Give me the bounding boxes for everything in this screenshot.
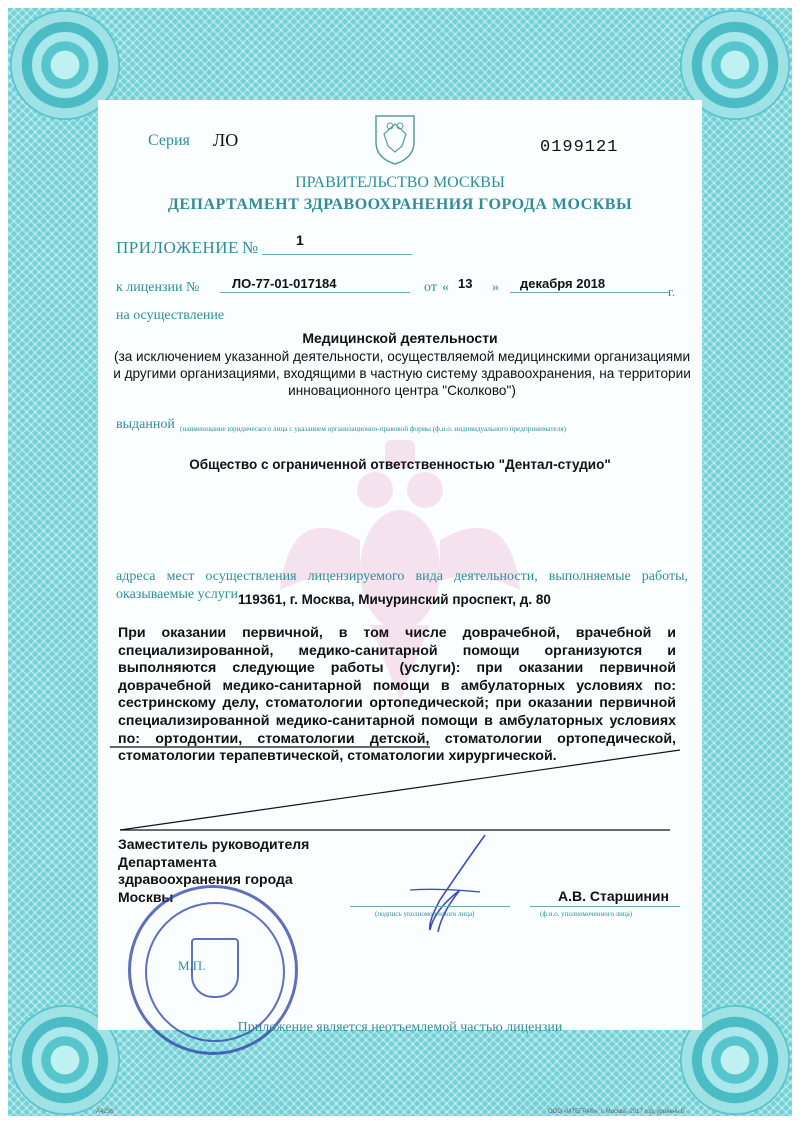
seal-emblem-icon [191, 938, 239, 998]
services-text: При оказании первичной, в том числе доврачебной, врачебной и специализированной, медико-санитарной помощи организуются и выполняются следующие работы (услуги): при оказании первичной доврачебной медико-санитарной помощи в амбулаторных условиях по: сестринскому делу, стоматологии ортопедической; при оказании первичной специализированной медико-санитарной помощи в амбулаторных условиях по: ортодонтии, стоматологии детской, стоматологии ортопедической, стоматологии терапевтической, стоматологии хирургической. [118, 625, 676, 765]
appendix-number: 1 [296, 232, 304, 248]
issued-label: выданной [116, 417, 175, 432]
license-day: 13 [458, 276, 473, 291]
appendix-label: ПРИЛОЖЕНИЕ [116, 238, 239, 257]
license-quote-open: « [442, 280, 449, 295]
license-underline [220, 292, 410, 293]
name-hint: (ф.и.о. уполномоченного лица) [540, 910, 633, 918]
series-value: ЛО [213, 130, 239, 150]
activity-title: Медицинской деятельности [302, 330, 498, 346]
department-title: ДЕПАРТАМЕНТ ЗДРАВООХРАНЕНИЯ ГОРОДА МОСКВЫ [167, 196, 633, 213]
position-line: Департамента [118, 853, 217, 870]
position-line: Заместитель руководителя [118, 836, 310, 852]
coat-of-arms-icon [372, 112, 418, 166]
address-label: адреса мест осуществления лицензируемого вида деятельности, выполняемые работы, оказываемые услуги [116, 569, 688, 602]
form-code: А4236 [96, 1109, 114, 1115]
printer-info: ООО «ИТЕГРАФ», г. Москва, 2017 год, уровень Б [548, 1109, 685, 1115]
license-label: к лицензии № [116, 280, 200, 295]
appendix-number-sign: № [242, 238, 259, 257]
address-value: 119361, г. Москва, Мичуринский проспект, д. 80 [238, 592, 551, 607]
license-month-year: декабря 2018 [520, 276, 606, 291]
name-underline [530, 906, 680, 907]
license-date-underline [510, 292, 670, 293]
sign-underline [350, 906, 510, 907]
organization-name: Общество с ограниченной ответственностью "Дентал-студио" [189, 457, 611, 472]
activity-note: (за исключением указанной деятельности, осуществляемой медицинскими организациями и другими организациями, входящими в частную систему здравоохранения, на территории инновационного центра "Сколково") [113, 349, 691, 398]
position-line: Москвы [118, 888, 174, 905]
license-quote-close: » [492, 280, 499, 295]
series-label: Серия [148, 132, 190, 149]
activity-label: на осуществление [116, 308, 225, 323]
signatory-name: А.В. Старшинин [558, 888, 669, 904]
handwritten-signature [400, 830, 510, 940]
mp-label: М.П. [178, 958, 206, 973]
footer-note: Приложение является неотъемлемой частью лицензии [237, 1020, 563, 1035]
strike-lines [110, 742, 690, 842]
issued-hint: (наименование юридического лица с указанием организационно-правовой формы (ф.и.о. индивидуального предпринимателя) [180, 425, 567, 433]
form-number: 0199121 [540, 138, 619, 157]
license-number: ЛО-77-01-017184 [232, 276, 337, 291]
license-year-suffix: г. [668, 284, 676, 299]
license-from-label: от [424, 280, 437, 295]
sign-hint: (подпись уполномоченного лица) [375, 910, 475, 918]
government-title: ПРАВИТЕЛЬСТВО МОСКВЫ [295, 174, 505, 191]
position-line: здравоохранения города [118, 871, 293, 887]
appendix-underline [262, 254, 412, 255]
